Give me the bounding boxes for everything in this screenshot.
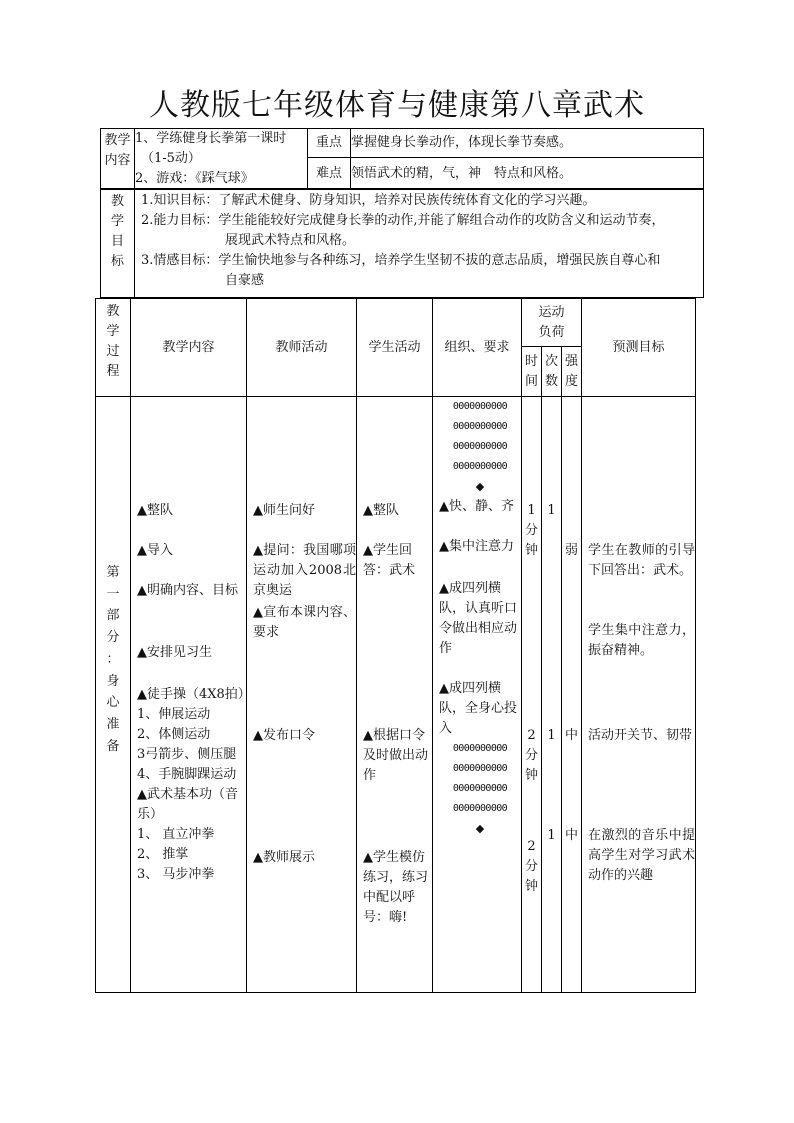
content-entry: ▲武术基本功（音乐）	[137, 787, 238, 822]
part-one-goal	[582, 397, 696, 993]
page-title: 人教版七年级体育与健康第八章武术	[149, 88, 645, 123]
content-entry: ▲明确内容、目标	[137, 583, 238, 598]
content-label: 教学内容	[101, 129, 135, 190]
content-entry: 3、 马步冲拳	[137, 867, 215, 882]
count-entry: 1	[547, 728, 556, 743]
content-item: 2、游戏：《踩气球》	[135, 171, 254, 186]
student-entry: ▲整队	[363, 503, 399, 518]
objectives-list	[135, 189, 704, 298]
time-entry: 2分钟	[524, 728, 538, 783]
part-one-intensity	[562, 397, 582, 993]
intensity-entry: 中	[565, 828, 579, 843]
formation-row: 0000000000	[452, 461, 508, 472]
content-items	[135, 129, 308, 190]
content-entry: 2、 推掌	[137, 847, 189, 862]
content-entry: 2、体侧运动	[137, 727, 211, 742]
goal-entry: 活动开关节、韧带	[588, 728, 693, 743]
student-entry: ▲根据口令及时做出动作	[363, 728, 429, 783]
formation-block	[439, 739, 521, 839]
formation-row: 0000000000	[452, 763, 508, 774]
header-load: 运动 负荷	[522, 299, 582, 347]
goal-entry: 学生在教师的引导下回答出：武术。	[588, 543, 696, 578]
objective-line-cont: 自豪感	[225, 273, 265, 288]
objective-line: 1.知识目标：了解武术健身、防身知识，培养对民族传统体育文化的学习兴趣。	[141, 193, 596, 208]
formation-row: 0000000000	[452, 401, 508, 412]
teacher-entry: ▲师生问好	[253, 503, 315, 518]
content-item: （1-5动）	[141, 151, 201, 166]
content-entry: 1、伸展运动	[137, 707, 211, 722]
formation-row: 0000000000	[452, 441, 508, 452]
header-student: 学生活动	[357, 299, 433, 397]
student-entry: ▲学生回答：武术	[363, 543, 416, 578]
header-content: 教学内容	[131, 299, 247, 397]
part-one-student	[357, 397, 433, 993]
process-label: 教 学 过 程	[96, 299, 131, 397]
part-one-org	[433, 397, 522, 993]
objective-line: 3.情感目标：学生愉快地参与各种练习，培养学生坚韧不拔的意志品质，增强民族自尊心和	[141, 253, 661, 268]
part-one-teacher	[247, 397, 357, 993]
formation-row: 0000000000	[452, 421, 508, 432]
count-entry: 1	[547, 503, 556, 518]
content-entry: 3弓箭步、侧压腿	[137, 747, 237, 762]
content-item: 1、学练健身长拳第一课时	[135, 131, 287, 146]
org-entry: ▲集中注意力	[439, 539, 514, 554]
content-table	[100, 128, 704, 190]
header-intensity: 强 度	[562, 347, 582, 397]
part-one-time	[522, 397, 542, 993]
header-count: 次 数	[542, 347, 562, 397]
student-entry: ▲学生模仿练习，练习中配以呼号：嗨!	[363, 850, 429, 925]
content-entry: ▲徒手操（4X8拍）	[137, 687, 251, 702]
org-entry: ▲成四列横队，全身心投入	[439, 681, 518, 736]
intensity-entry: 中	[565, 728, 579, 743]
org-entry: ▲快、静、齐	[439, 499, 514, 514]
content-entry: ▲安排见习生	[137, 645, 212, 660]
part-one-label: 第 一 部 分 ： 身 心 准 备	[96, 397, 131, 993]
formation-block	[439, 397, 521, 497]
part-one-content	[131, 397, 251, 993]
focus-label: 重点	[308, 129, 351, 158]
content-entry: 1、 直立冲拳	[137, 827, 215, 842]
header-goal: 预测目标	[582, 299, 696, 397]
part-one-count	[542, 397, 562, 993]
formation-row: 0000000000	[452, 743, 508, 754]
time-entry: 2分钟	[524, 839, 538, 894]
focus-text: 掌握健身长拳动作，体现长拳节奏感。	[351, 129, 704, 158]
content-entry: 4、手腕脚踝运动	[137, 767, 237, 782]
formation-row: 0000000000	[452, 803, 508, 814]
process-table	[95, 298, 696, 993]
teacher-entry: ▲宣布本课内容、要求	[253, 605, 356, 640]
header-teacher: 教师活动	[247, 299, 357, 397]
count-entry: 1	[547, 828, 556, 843]
teacher-entry: ▲发布口令	[253, 728, 315, 743]
header-org: 组织、要求	[433, 299, 522, 397]
objective-line-cont: 展现武术特点和风格。	[225, 233, 356, 248]
objectives-table	[100, 188, 704, 298]
objectives-label: 教 学 目 标	[101, 189, 135, 298]
difficulty-text: 领悟武术的精，气，神 特点和风格。	[351, 158, 704, 190]
goal-entry: 在激烈的音乐中提高学生对学习武术动作的兴趣	[588, 828, 696, 883]
teacher-marker-icon: ◆	[475, 822, 485, 835]
difficulty-label: 难点	[308, 158, 351, 190]
intensity-entry: 弱	[565, 543, 579, 558]
time-entry: 1分钟	[524, 503, 538, 558]
goal-entry: 学生集中注意力，振奋精神。	[588, 623, 696, 658]
content-entry: ▲整队	[137, 503, 173, 518]
header-time: 时 间	[522, 347, 542, 397]
objective-line: 2.能力目标：学生能能较好完成健身长拳的动作,并能了解组合动作的攻防含义和运动节奏，	[141, 213, 665, 228]
formation-row: 0000000000	[452, 783, 508, 794]
org-entry: ▲成四列横队，认真听口令做出相应动作	[439, 581, 518, 656]
teacher-entry: ▲提问：我国哪项运动加入2008北京奥运	[253, 543, 356, 598]
content-entry: ▲导入	[137, 543, 173, 558]
teacher-marker-icon: ◆	[475, 480, 485, 493]
teacher-entry: ▲教师展示	[253, 850, 315, 865]
